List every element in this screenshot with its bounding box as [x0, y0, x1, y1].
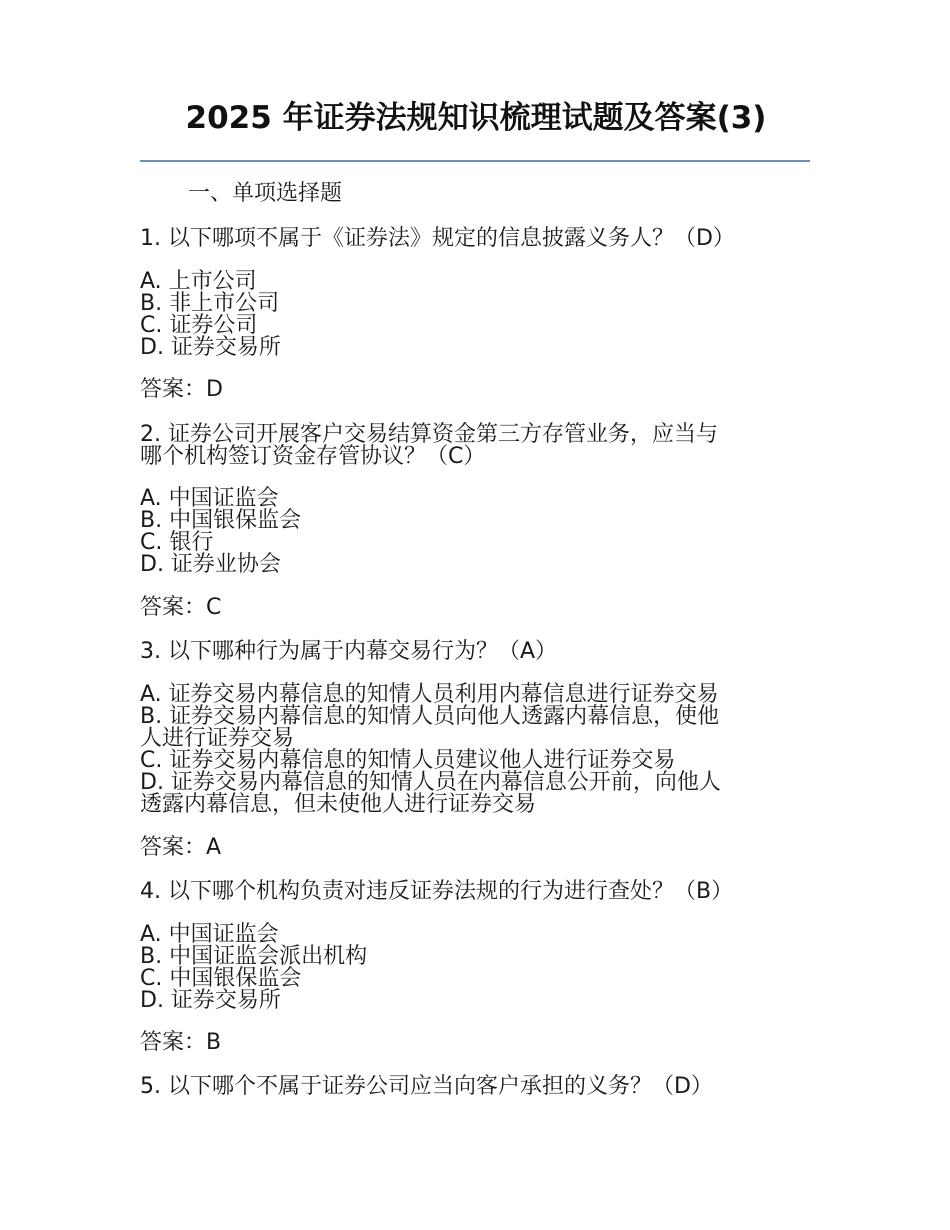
q2-option-a: A. 中国证监会 — [140, 486, 279, 511]
q4-answer: 答案：B — [140, 1030, 222, 1055]
question-4: 4. 以下哪个机构负责对违反证券法规的行为进行查处？（B） — [140, 879, 734, 904]
q4-option-c: C. 中国银保监会 — [140, 966, 302, 991]
q2-option-d: D. 证券业协会 — [140, 552, 281, 577]
q1-option-c: C. 证券公司 — [140, 313, 258, 338]
q1-answer: 答案：D — [140, 377, 223, 402]
question-5: 5. 以下哪个不属于证券公司应当向客户承担的义务？（D） — [140, 1074, 713, 1099]
q2-option-c: C. 银行 — [140, 530, 214, 555]
q3-option-b-line-2: 人进行证券交易 — [140, 726, 295, 751]
q1-option-a: A. 上市公司 — [140, 269, 257, 294]
title-underline — [140, 160, 810, 162]
q1-option-d: D. 证券交易所 — [140, 335, 281, 360]
q3-option-d-line-2: 透露内幕信息，但未使他人进行证券交易 — [140, 792, 537, 817]
q4-option-b: B. 中国证监会派出机构 — [140, 944, 368, 969]
question-3: 3. 以下哪种行为属于内幕交易行为？（A） — [140, 639, 558, 664]
q3-option-c: C. 证券交易内幕信息的知情人员建议他人进行证券交易 — [140, 748, 676, 773]
q2-answer: 答案：C — [140, 595, 222, 620]
question-1: 1. 以下哪项不属于《证券法》规定的信息披露义务人？（D） — [140, 226, 735, 251]
q1-option-b: B. 非上市公司 — [140, 291, 280, 316]
page-title: 2025 年证券法规知识梳理试题及答案(3) — [185, 100, 767, 136]
question-2-line-1: 2. 证券公司开展客户交易结算资金第三方存管业务，应当与 — [140, 422, 718, 447]
q3-option-a: A. 证券交易内幕信息的知情人员利用内幕信息进行证券交易 — [140, 682, 719, 707]
section-heading: 一、单项选择题 — [188, 181, 343, 206]
q4-option-d: D. 证券交易所 — [140, 988, 281, 1013]
q2-option-b: B. 中国银保监会 — [140, 508, 302, 533]
q3-option-b-line-1: B. 证券交易内幕信息的知情人员向他人透露内幕信息，使他 — [140, 704, 720, 729]
q3-option-d-line-1: D. 证券交易内幕信息的知情人员在内幕信息公开前，向他人 — [140, 770, 721, 795]
q3-answer: 答案：A — [140, 835, 222, 860]
question-2-line-2: 哪个机构签订资金存管协议？（C） — [140, 444, 486, 469]
q4-option-a: A. 中国证监会 — [140, 922, 279, 947]
